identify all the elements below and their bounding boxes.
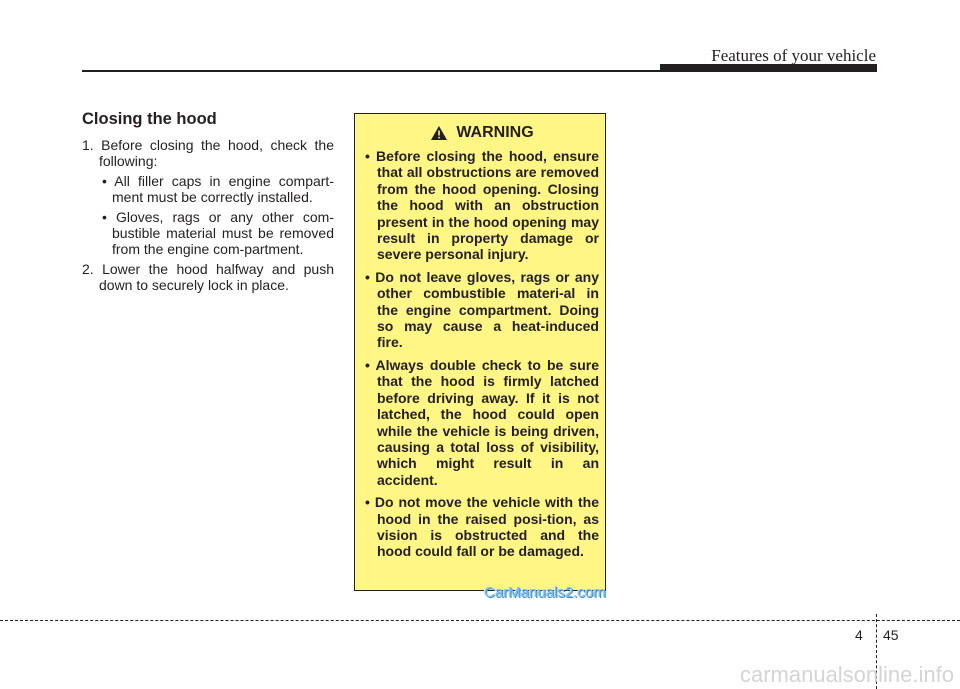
warning-item: • Do not move the vehicle with the hood in the raised posi-tion, as vision is obstructed and the hood could fall or be damaged.	[365, 494, 599, 560]
warning-box	[354, 113, 606, 591]
bullet-combustible-material: • Gloves, rags or any other com-bustible material must be removed from the engine com-partment.	[102, 209, 334, 257]
warning-triangle-icon	[430, 125, 448, 141]
bullet-filler-caps: • All filler caps in engine compart-ment must be correctly installed.	[102, 173, 334, 205]
header-rule	[82, 70, 877, 72]
closing-hood-section	[82, 110, 334, 297]
footer-rule	[0, 620, 960, 621]
section-heading: Closing the hood	[82, 110, 217, 128]
warning-item: • Before closing the hood, ensure that all obstructions are removed from the hood opening. Closing the hood with an obstruction present in the hood opening may result in property damage or severe personal injury.	[365, 148, 599, 263]
warning-title: WARNING	[456, 124, 534, 141]
step-1: 1. Before closing the hood, check the following:	[82, 137, 334, 169]
warning-item: • Do not leave gloves, rags or any other combustible materi-al in the engine compartment. Doing so may cause a heat-induced fire.	[365, 268, 599, 351]
warning-header	[365, 124, 599, 142]
site-watermark[interactable]: CarManuals2.com	[484, 584, 606, 601]
step-2: 2. Lower the hood halfway and push down to securely lock in place.	[82, 261, 334, 293]
footer-watermark[interactable]: carmanualsonline.info	[739, 662, 954, 687]
chapter-number: 4	[855, 627, 863, 643]
warning-item: • Always double check to be sure that the hood is firmly latched before driving away. If it is not latched, the hood could open while the vehicle is being driven, causing a total loss of visibility, which might result in an accident.	[365, 356, 599, 488]
chapter-title: Features of your vehicle	[711, 46, 876, 65]
page-number: 45	[883, 627, 899, 643]
